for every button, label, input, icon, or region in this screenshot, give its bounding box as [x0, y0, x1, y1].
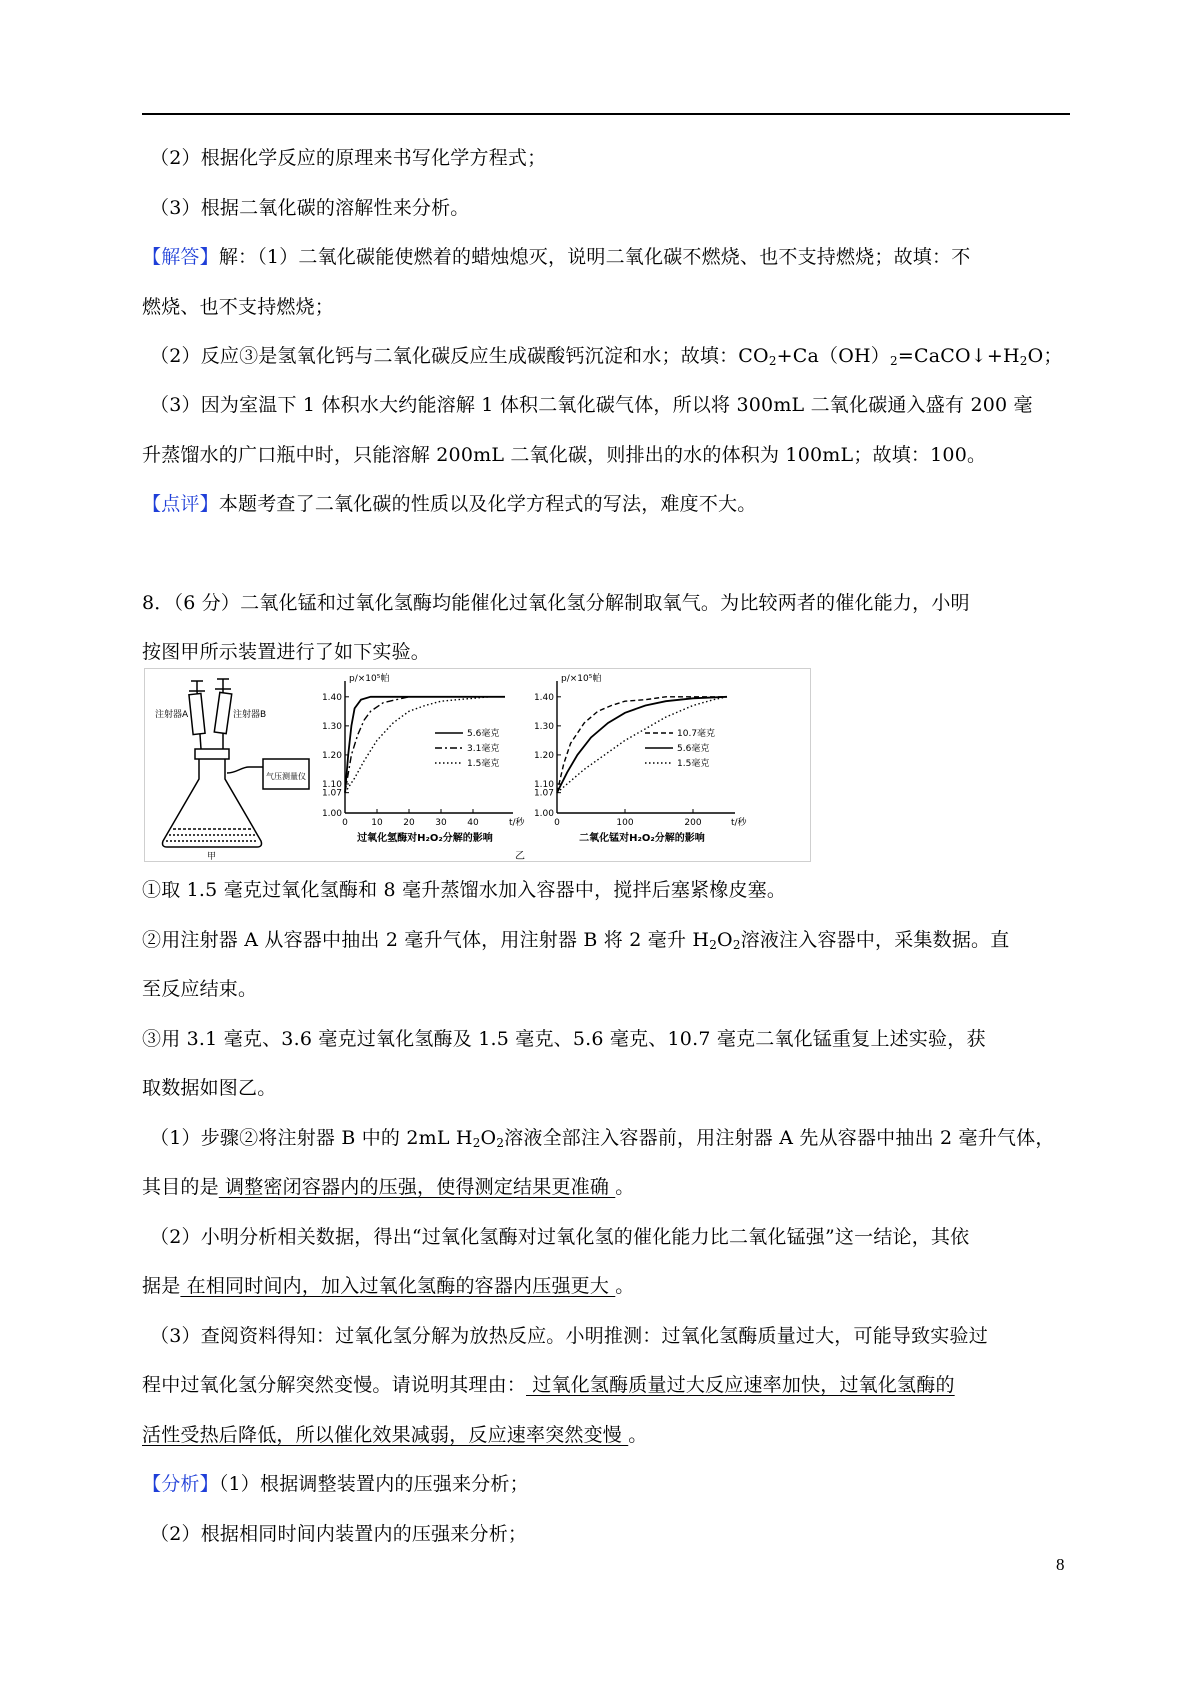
- syringe-a: [189, 693, 205, 734]
- x-tick-label: 10: [371, 818, 383, 828]
- sub-question-2-line-2: 据是 在相同时间内，加入过氧化氢酶的容器内压强更大 。: [142, 1275, 635, 1297]
- enzyme-chart: [322, 672, 526, 844]
- y-tick-label: 1.30: [533, 721, 554, 732]
- y-tick-label: 1.07: [533, 788, 554, 799]
- x-tick-label: 30: [435, 818, 447, 828]
- sub-question-3-line-3: 活性受热后降低，所以催化效果减弱，反应速率突然变慢 。: [142, 1424, 648, 1446]
- x-tick-label: 100: [616, 818, 634, 828]
- header-rule: [142, 113, 1070, 115]
- answer-line-2: 燃烧、也不支持燃烧；: [142, 296, 335, 318]
- syringe-b-label: 注射器B: [233, 710, 267, 720]
- x-tick-label: 200: [684, 818, 702, 828]
- x-axis-label: t/秒: [731, 818, 747, 828]
- y-tick-label: 1.10: [533, 779, 554, 790]
- legend-label: 5.6毫克: [467, 729, 500, 739]
- answer-equation-line: （2）反应③是氢氧化钙与二氧化碳反应生成碳酸钙沉淀和水；故填：$CO_2+Ca(OH)_2=CaCO↓+H_2O$；: [150, 345, 1063, 368]
- sub-question-3-line-2: 程中过氧化氢分解突然变慢。请说明其理由： 过氧化氢酶质量过大反应速率加快，过氧化氢酶的: [142, 1374, 955, 1396]
- y-tick-label: 1.20: [321, 750, 342, 761]
- apparatus-diagram: [163, 679, 310, 847]
- answer-1-blank: 调整密闭容器内的压强，使得测定结果更准确: [218, 1176, 616, 1198]
- answer-3-blank-part1: 过氧化氢酶质量过大反应速率加快，过氧化氢酶的: [526, 1374, 955, 1396]
- experiment-figure: [144, 668, 811, 862]
- legend-label: 1.5毫克: [467, 759, 500, 769]
- y-tick-label: 1.20: [533, 750, 554, 761]
- analysis-line-3: （3）根据二氧化碳的溶解性来分析。: [150, 197, 470, 219]
- step-1: ①取 1.5 毫克过氧化氢酶和 8 毫升蒸馏水加入容器中，搅拌后塞紧橡皮塞。: [142, 879, 787, 901]
- answer-line-4: （3）因为室温下 1 体积水大约能溶解 1 体积二氧化碳气体，所以将 300mL 二氧化碳通入盛有 200 毫: [150, 394, 1033, 416]
- x-tick-label: 0: [342, 818, 348, 828]
- answer-2-blank: 在相同时间内，加入过氧化氢酶的容器内压强更大: [180, 1275, 616, 1297]
- question-8-line-1: 8．（6 分）二氧化锰和过氧化氢酶均能催化过氧化氢分解制取氧气。为比较两者的催化能力，小明: [142, 592, 970, 614]
- y-tick-label: 1.07: [321, 788, 342, 799]
- answer-tag: 【解答】: [142, 246, 219, 268]
- y-tick-label: 1.10: [321, 779, 342, 790]
- pressure-meter-label: 气压测量仪: [266, 772, 306, 781]
- figure-label-yi: 乙: [515, 851, 525, 861]
- syringe-a-label: 注射器A: [155, 710, 189, 720]
- step-2-line-2: 至反应结束。: [142, 978, 258, 1000]
- answer-line-1: 【解答】解：（1）二氧化碳能使燃着的蜡烛熄灭，说明二氧化碳不燃烧、也不支持燃烧；故填：不: [142, 246, 971, 268]
- step-3-line-1: ③用 3.1 毫克、3.6 毫克过氧化氢酶及 1.5 毫克、5.6 毫克、10.7 毫克二氧化锰重复上述实验，获: [142, 1028, 986, 1050]
- y-tick-label: 1.00: [321, 809, 342, 819]
- step-3-line-2: 取数据如图乙。: [142, 1077, 277, 1099]
- page-number: 8: [1056, 1555, 1065, 1574]
- figure-svg: [145, 669, 810, 861]
- question-8-line-2: 按图甲所示装置进行了如下实验。: [142, 641, 431, 663]
- y-tick-label: 1.40: [321, 692, 342, 703]
- flask: [163, 757, 262, 847]
- y-axis-label: p/×10⁵帕: [349, 674, 390, 684]
- chart-title: 过氧化氢酶对H₂O₂分解的影响: [357, 833, 493, 844]
- x-tick-label: 40: [467, 818, 479, 828]
- step-2-line-1: ②用注射器 A 从容器中抽出 2 毫升气体，用注射器 B 将 2 毫升 $H_2O_2$溶液注入容器中，采集数据。直: [142, 929, 1010, 952]
- answer-3-blank-part2: 活性受热后降低，所以催化效果减弱，反应速率突然变慢: [142, 1424, 629, 1446]
- x-axis-label: t/秒: [509, 818, 525, 828]
- analysis-line-2: （2）根据化学反应的原理来书写化学方程式；: [150, 147, 547, 169]
- y-axis-label: p/×10⁵帕: [561, 674, 602, 684]
- sub-question-3-line-1: （3）查阅资料得知：过氧化氢分解为放热反应。小明推测：过氧化氢酶质量过大，可能导致实验过: [150, 1325, 988, 1347]
- figure-label-jia: 甲: [207, 852, 217, 861]
- analysis-section-line-1: 【分析】（1）根据调整装置内的压强来分析；: [142, 1473, 529, 1495]
- mno2-chart: [534, 672, 748, 844]
- legend-label: 1.5毫克: [677, 759, 710, 769]
- y-tick-label: 1.40: [533, 692, 554, 703]
- sub-question-1-line-1: （1）步骤②将注射器 B 中的 2mL $H_2O_2$溶液全部注入容器前，用注射器 A 先从容器中抽出 2 毫升气体，: [150, 1127, 1055, 1150]
- stopper: [195, 749, 229, 759]
- x-tick-label: 20: [403, 818, 415, 828]
- syringe-b: [214, 692, 231, 733]
- y-tick-label: 1.30: [321, 721, 342, 732]
- comment-line: 【点评】本题考查了二氧化碳的性质以及化学方程式的写法，难度不大。: [142, 493, 757, 515]
- legend-label: 10.7毫克: [677, 729, 716, 739]
- chart-title: 二氧化锰对H₂O₂分解的影响: [579, 833, 705, 844]
- analysis-section-line-2: （2）根据相同时间内装置内的压强来分析；: [150, 1523, 528, 1545]
- sub-question-1-line-2: 其目的是 调整密闭容器内的压强，使得测定结果更准确 。: [142, 1176, 635, 1198]
- legend-label: 5.6毫克: [677, 744, 710, 754]
- comment-tag: 【点评】: [142, 493, 219, 515]
- answer-line-5: 升蒸馏水的广口瓶中时，只能溶解 200mL 二氧化碳，则排出的水的体积为 100mL；故填：100。: [142, 444, 987, 466]
- x-tick-label: 0: [554, 818, 560, 828]
- connecting-tube: [227, 767, 263, 773]
- sub-question-2-line-1: （2）小明分析相关数据，得出“过氧化氢酶对过氧化氢的催化能力比二氧化锰强”这一结论，其依: [150, 1226, 970, 1248]
- analysis-tag: 【分析】: [142, 1473, 219, 1495]
- y-tick-label: 1.00: [533, 809, 554, 819]
- legend-label: 3.1毫克: [467, 744, 500, 754]
